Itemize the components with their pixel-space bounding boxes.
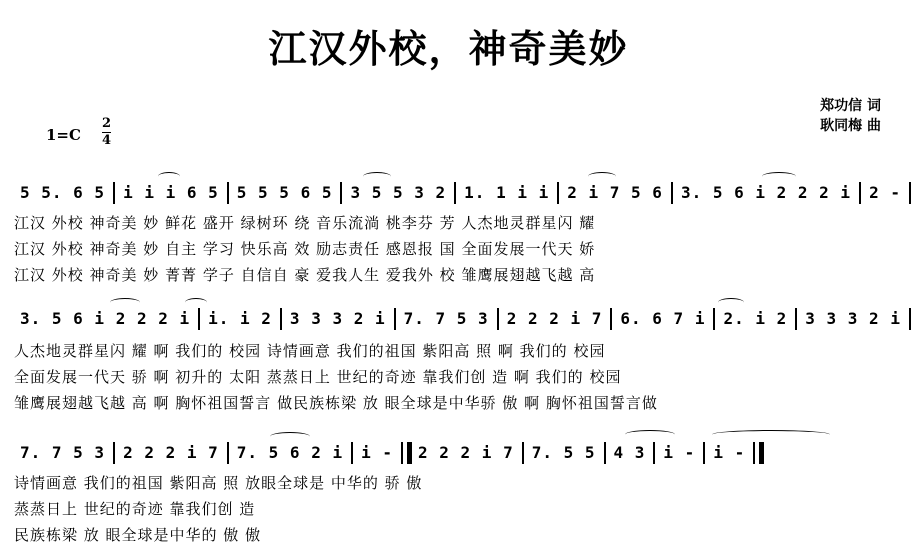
slur bbox=[363, 172, 391, 181]
lyric-line-2: 江汉 外校 神奇美 妙 自主 学习 快乐高 效 励志责任 感恩报 国 全面发展一代天 娇 bbox=[14, 240, 596, 258]
barline bbox=[604, 442, 606, 464]
slur bbox=[718, 298, 744, 307]
barline bbox=[280, 308, 282, 330]
measure: i - bbox=[361, 442, 393, 462]
barline bbox=[522, 442, 524, 464]
lyric-line-3: 江汉 外校 神奇美 妙 菁菁 学子 自信自 豪 爱我人生 爱我外 校 雏鹰展翅越飞越 高 bbox=[14, 266, 596, 284]
measure: 2. i 2 bbox=[723, 308, 788, 328]
measure: 5 5. 6 5 bbox=[20, 182, 106, 202]
time-sig-bottom: 4 bbox=[102, 133, 112, 148]
measure: 2 2 2 i 7 bbox=[418, 442, 514, 462]
measure: 6. 6 7 i bbox=[620, 308, 706, 328]
slur bbox=[185, 298, 207, 307]
final-barline-thick bbox=[759, 442, 764, 464]
time-signature bbox=[102, 116, 111, 149]
barline bbox=[909, 182, 911, 204]
measure: 3. 5 6 i 2 2 2 i bbox=[20, 308, 191, 328]
barline bbox=[859, 182, 861, 204]
barline bbox=[394, 308, 396, 330]
measure: 3 5 5 3 2 bbox=[350, 182, 447, 202]
slur bbox=[762, 172, 796, 181]
measure: 5 5 5 6 5 bbox=[236, 182, 333, 202]
measure: i - bbox=[663, 442, 696, 462]
barline bbox=[340, 182, 342, 204]
barline bbox=[113, 182, 115, 204]
barline bbox=[557, 182, 559, 204]
measure: 7. 7 5 3 bbox=[20, 442, 106, 462]
slur bbox=[110, 298, 140, 307]
barline bbox=[909, 308, 911, 330]
barline bbox=[113, 442, 115, 464]
final-barline bbox=[753, 442, 755, 464]
lyric-line-3: 雏鹰展翅越飞越 高 啊 胸怀祖国誓言 做民族栋梁 放 眼全球是中华骄 傲 啊 胸怀祖国誓言做 bbox=[14, 394, 658, 412]
measure: 2 i 7 5 6 bbox=[567, 182, 663, 202]
song-title: 江汉外校，神奇美妙 bbox=[268, 26, 629, 71]
barline bbox=[454, 182, 456, 204]
lyric-line-2: 全面发展一代天 骄 啊 初升的 太阳 蒸蒸日上 世纪的奇迹 靠我们创 造 啊 我们的 校园 bbox=[14, 368, 622, 386]
time-sig-top: 2 bbox=[102, 116, 112, 131]
notation-line bbox=[14, 442, 883, 464]
barline bbox=[713, 308, 715, 330]
barline bbox=[227, 442, 229, 464]
key-signature: 1=C bbox=[46, 126, 81, 144]
barline bbox=[227, 182, 229, 204]
slur bbox=[588, 172, 616, 181]
lyric-line-2: 蒸蒸日上 世纪的奇迹 靠我们创 造 bbox=[14, 500, 256, 518]
barline bbox=[497, 308, 499, 330]
barline bbox=[653, 442, 655, 464]
measure: 7. 5 5 bbox=[531, 442, 596, 462]
lyric-line-1: 诗情画意 我们的祖国 紫阳高 照 放眼全球是 中华的 骄 傲 bbox=[14, 474, 423, 492]
repeat-barline bbox=[401, 442, 403, 464]
slur bbox=[158, 172, 180, 181]
measure: i. i 2 bbox=[208, 308, 272, 328]
measure: 3 3 3 2 i bbox=[289, 308, 386, 328]
measure: 4 3 bbox=[613, 442, 646, 462]
lyric-line-3: 民族栋梁 放 眼全球是中华的 傲 傲 bbox=[14, 526, 262, 544]
lyricist-credit: 郑功信 词 bbox=[820, 98, 881, 114]
measure: 3. 5 6 i 2 2 2 i bbox=[680, 182, 852, 202]
measure: 2 - bbox=[869, 182, 901, 202]
composer-credit: 耿同梅 曲 bbox=[820, 118, 881, 134]
barline bbox=[703, 442, 705, 464]
slur bbox=[270, 432, 310, 441]
lyric-line-1: 江汉 外校 神奇美 妙 鲜花 盛开 绿树环 绕 音乐流淌 桃李芬 芳 人杰地灵群星闪 耀 bbox=[14, 214, 596, 232]
measure: 3 3 3 2 i bbox=[805, 308, 901, 328]
barline bbox=[198, 308, 200, 330]
barline bbox=[795, 308, 797, 330]
measure: 2 2 2 i 7 bbox=[123, 442, 219, 462]
measure: 1. 1 i i bbox=[464, 182, 550, 202]
measure: i i i 6 5 bbox=[123, 182, 219, 202]
measure: 7. 5 6 2 i bbox=[236, 442, 344, 462]
barline bbox=[671, 182, 673, 204]
measure: 7. 7 5 3 bbox=[403, 308, 489, 328]
notation-line bbox=[14, 182, 901, 204]
barline bbox=[610, 308, 612, 330]
credits bbox=[820, 96, 881, 136]
measure: i - bbox=[713, 442, 746, 462]
lyric-line-1: 人杰地灵群星闪 耀 啊 我们的 校园 诗情画意 我们的祖国 紫阳高 照 啊 我们的 校园 bbox=[14, 342, 606, 360]
notation-line bbox=[14, 308, 901, 330]
slur bbox=[625, 430, 675, 439]
slur bbox=[712, 430, 830, 439]
barline bbox=[351, 442, 353, 464]
measure: 2 2 2 i 7 bbox=[506, 308, 603, 328]
